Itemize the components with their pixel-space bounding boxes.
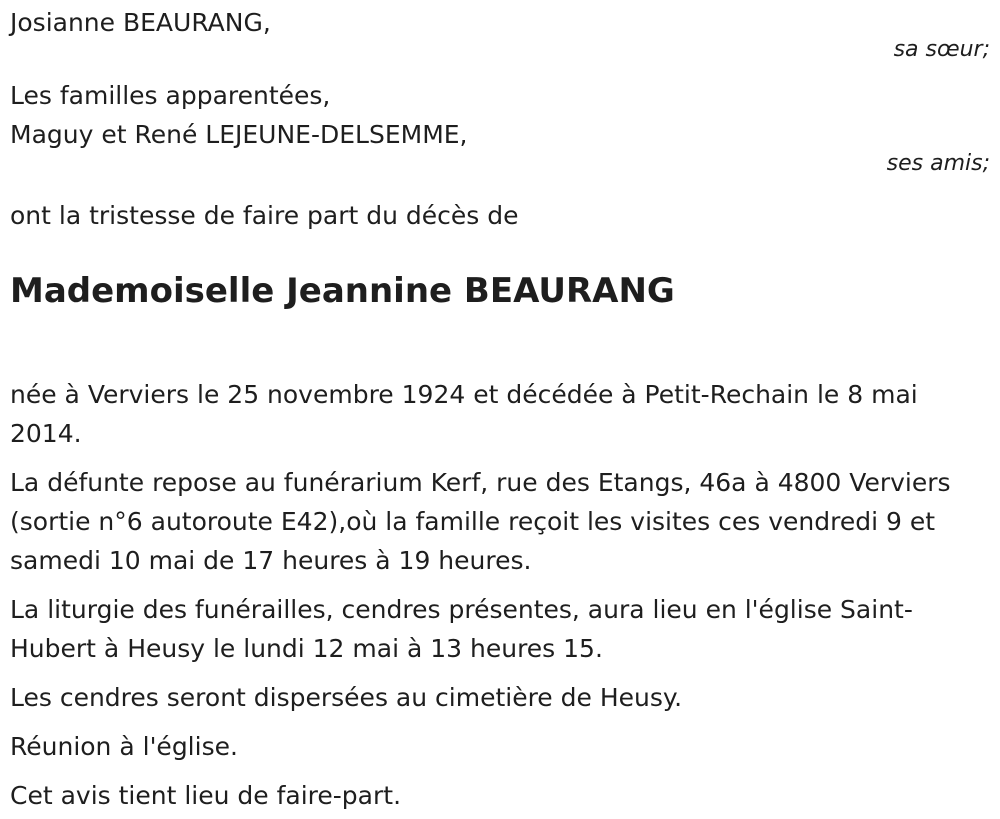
funeral-paragraph: La liturgie des funérailles, cendres présentes, aura lieu en l'église Saint-Hubert à Heusy le lundi 12 mai à 13 heures 15. [10, 595, 913, 663]
family-member-line: Josianne BEAURANG, [10, 8, 271, 37]
birth-death-paragraph: née à Verviers le 25 novembre 1924 et décédée à Petit-Rechain le 8 mai 2014. [10, 380, 918, 448]
relation-label: sa sœur; [893, 37, 990, 62]
death-notice [10, 0, 990, 815]
family-member-line: Maguy et René LEJEUNE-DELSEMME, [10, 120, 468, 149]
ashes-paragraph: Les cendres seront dispersées au cimetière de Heusy. [10, 683, 683, 712]
deceased-name: Mademoiselle Jeannine BEAURANG [10, 271, 675, 311]
relation-label: ses amis; [886, 151, 990, 176]
visitation-paragraph: La défunte repose au funérarium Kerf, rue des Etangs, 46a à 4800 Verviers (sortie n°6 autoroute E42),où la famille reçoit les visites ces vendredi 9 et samedi 10 mai de 17 heures à 19 heures. [10, 468, 951, 575]
family-member-line: Les familles apparentées, [10, 81, 331, 110]
announcement-intro: ont la tristesse de faire part du décès de [10, 201, 519, 230]
closing-paragraph: Cet avis tient lieu de faire-part. [10, 781, 402, 810]
gathering-paragraph: Réunion à l'église. [10, 732, 238, 761]
